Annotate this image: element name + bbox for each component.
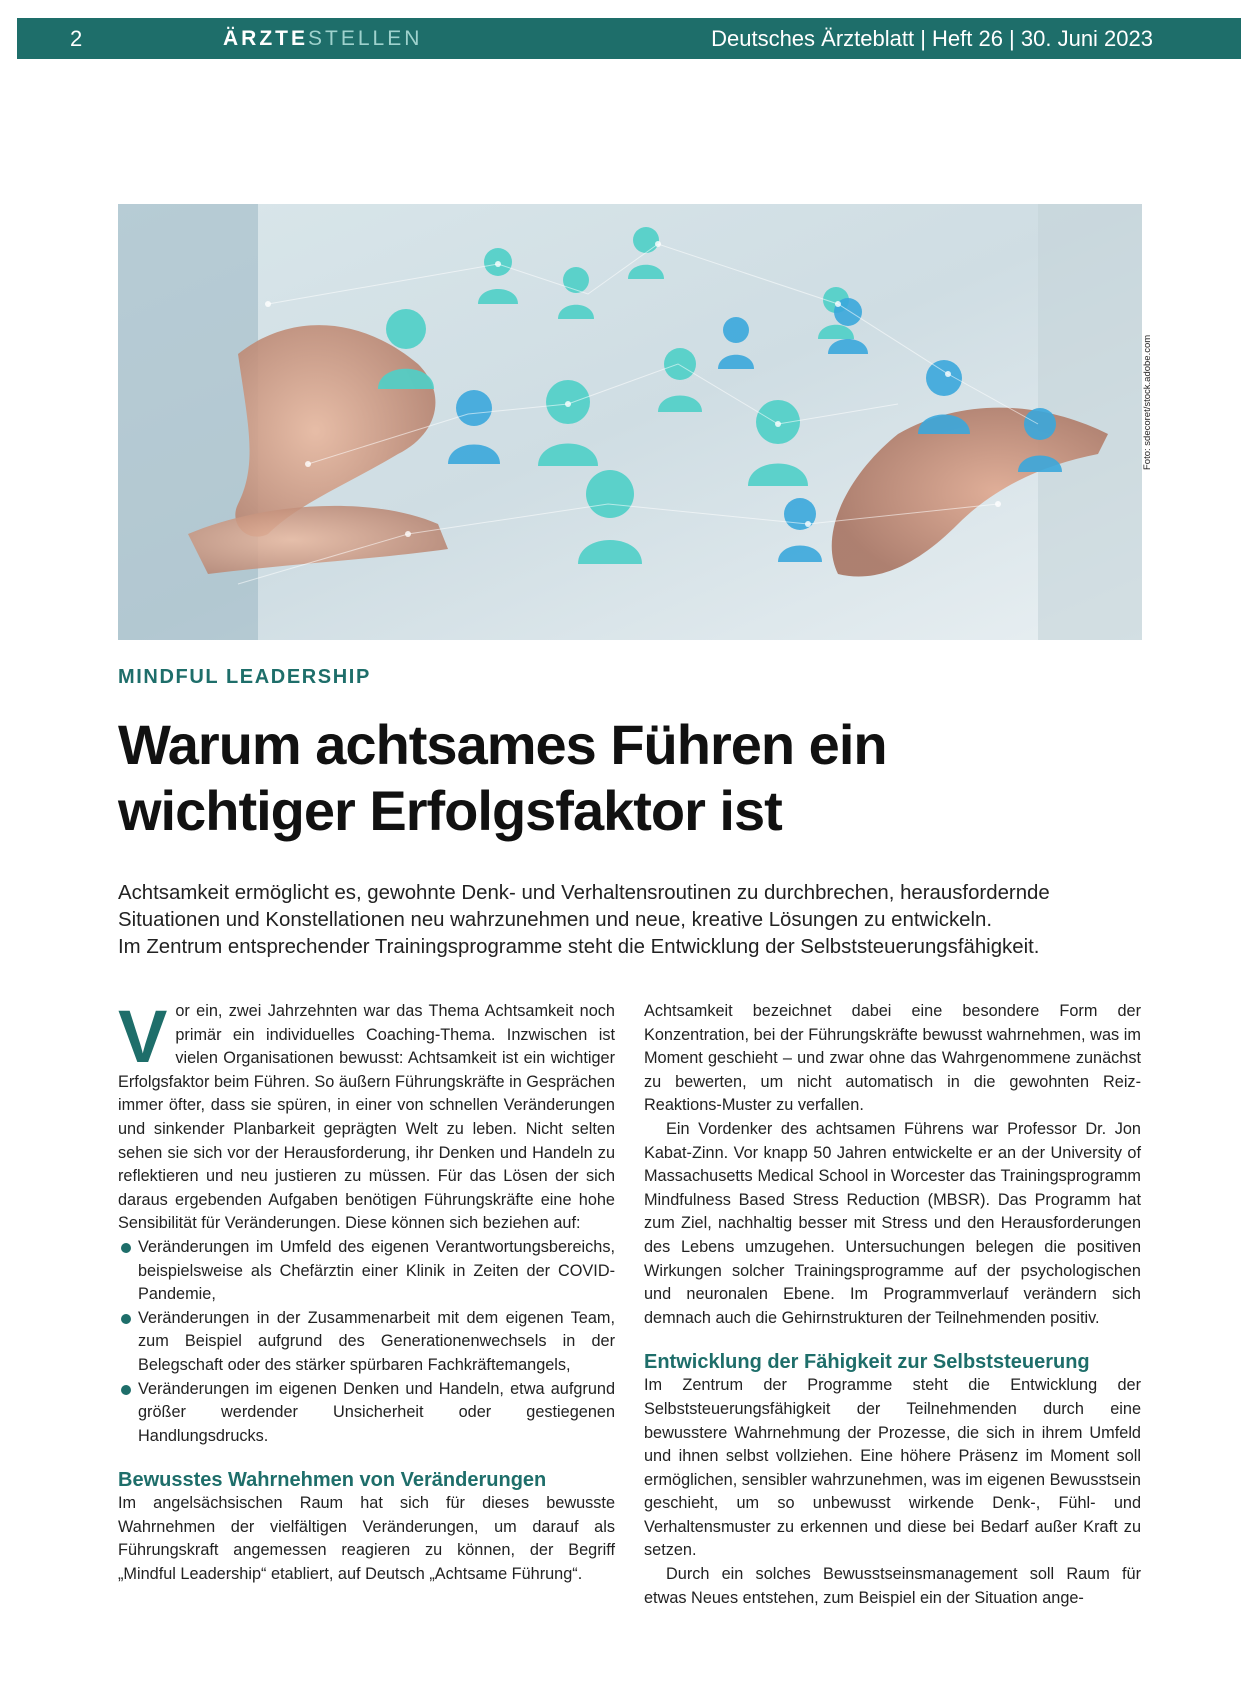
body-paragraph-5: Im Zentrum der Programme steht die Entwicklung der Selbststeuerungsfähigkeit der Teilnehmenden durch eine bewusstere Wahrnehmung der Prozesse, die sich in ihrem Umfeld und ihnen selbst vollziehen. Eine höhere Präsenz im Moment soll ermöglichen, sensibler wahrzunehmen, was im eigenen Bewusstsein geschieht, um so unbewusst wirkende Denk-, Fühl- und Verhaltensmuster zu erkennen und diese bei Bedarf außer Kraft zu setzen. (644, 1376, 1141, 1560)
lead-line-1: Achtsamkeit ermöglicht es, gewohnte Denk- und Verhaltensroutinen zu durchbrechen, herausfordernde (118, 882, 1050, 904)
bullet-item: Veränderungen im Umfeld des eigenen Verantwortungsbereichs, beispielsweise als Chefärztin einer Klinik in Zeiten der COVID-Pandemie, (118, 1236, 615, 1307)
headline-line-2: wichtiger Erfolgsfaktor ist (118, 779, 782, 842)
brand-part2: STELLEN (308, 27, 423, 50)
page-header (17, 18, 1241, 59)
drop-cap: V (118, 995, 168, 1078)
article-column-left (118, 995, 615, 1587)
body-paragraph-4: Ein Vordenker des achtsamen Führens war Professor Dr. Jon Kabat-Zinn. Vor knapp 50 Jahren entwickelte er an der University of Massachusetts Medical School in Worcester das Trainingsprogramm Mindfulness Based Stress Reduction (MBSR). Das Programm hat zum Ziel, nachhaltig besser mit Stress und den Herausforderungen des Lebens umzugehen. Untersuchungen belegen die positiven Wirkungen solcher Trainingsprogramme auf der psychologischen und neuronalen Ebene. Im Programmverlauf verändern sich demnach auch die Gehirnstrukturen der Teilnehmenden positiv. (644, 1119, 1141, 1327)
subheading-1: Bewusstes Wahrnehmen von Veränderungen (118, 1469, 547, 1492)
article-kicker: MINDFUL LEADERSHIP (118, 666, 371, 688)
article-headline (118, 712, 1178, 844)
lead-line-3: Im Zentrum entsprechender Trainingsprogramme steht die Entwicklung der Selbststeuerungsfähigkeit. (118, 936, 1040, 958)
photo-credit: Foto: sdecoret/stock.adobe.com (1142, 334, 1153, 470)
brand-part1: ÄRZTE (223, 27, 308, 50)
body-paragraph-2: Im angelsächsischen Raum hat sich für dieses bewusste Wahrnehmen der vielfältigen Veränderungen, um darauf als Führungskraft angemessen reagieren zu können, der Begriff „Mindful Leadership“ etabliert, auf Deutsch „Achtsame Führung“. (118, 1494, 615, 1584)
hero-photo (118, 204, 1142, 640)
section-brand (223, 27, 422, 51)
body-paragraph-3: Achtsamkeit bezeichnet dabei eine besondere Form der Konzentration, bei der Führungskräfte bewusst wahrnehmen, was im Moment geschieht – und zwar ohne das Wahrgenommene zunächst zu bewerten, um nicht automatisch in die gewohnten Reiz-Reaktions-Muster zu verfallen. (644, 1002, 1141, 1115)
bullet-list (118, 1236, 615, 1448)
headline-line-1: Warum achtsames Führen ein (118, 713, 887, 776)
subheading-2: Entwicklung der Fähigkeit zur Selbststeuerung (644, 1351, 1090, 1374)
bullet-item: Veränderungen im eigenen Denken und Handeln, etwa aufgrund größer werdender Unsicherheit oder gestiegenen Handlungsdrucks. (118, 1378, 615, 1449)
body-paragraph-1 (118, 995, 615, 1236)
lead-line-2: Situationen und Konstellationen neu wahrzunehmen und neue, kreative Lösungen zu entwickeln. (118, 909, 993, 931)
paragraph-1-text: or ein, zwei Jahrzehnten war das Thema Achtsamkeit noch primär ein individuelles Coaching-Thema. Inzwischen ist vielen Organisationen bewusst: Achtsamkeit ist ein wichtiger Erfolgsfaktor beim Führen. So äußern Führungskräfte in Gesprächen immer öfter, dass sie spüren, in einer von schnellen Veränderungen und sinkender Planbarkeit geprägten Welt zu leben. Nicht selten sehen sie sich vor der Herausforderung, ihr Denken und Handeln zu reflektieren und neu justieren zu müssen. Für das Lösen der sich daraus ergebenden Aufgaben benötigen Führungskräfte eine hohe Sensibilität für Veränderungen. Diese können sich beziehen auf: (118, 1002, 615, 1233)
page-number: 2 (70, 26, 83, 51)
issue-info: Deutsches Ärzteblatt | Heft 26 | 30. Juni 2023 (711, 26, 1153, 51)
article-column-right (644, 1000, 1141, 1610)
body-paragraph-6: Durch ein solches Bewusstseinsmanagement soll Raum für etwas Neues entstehen, zum Beispiel ein der Situation ange- (644, 1565, 1141, 1607)
bullet-item: Veränderungen in der Zusammenarbeit mit dem eigenen Team, zum Beispiel aufgrund des Generationenwechsels in der Belegschaft oder des stärker spürbaren Fachkräftemangels, (118, 1307, 615, 1378)
article-lead (118, 880, 1158, 961)
